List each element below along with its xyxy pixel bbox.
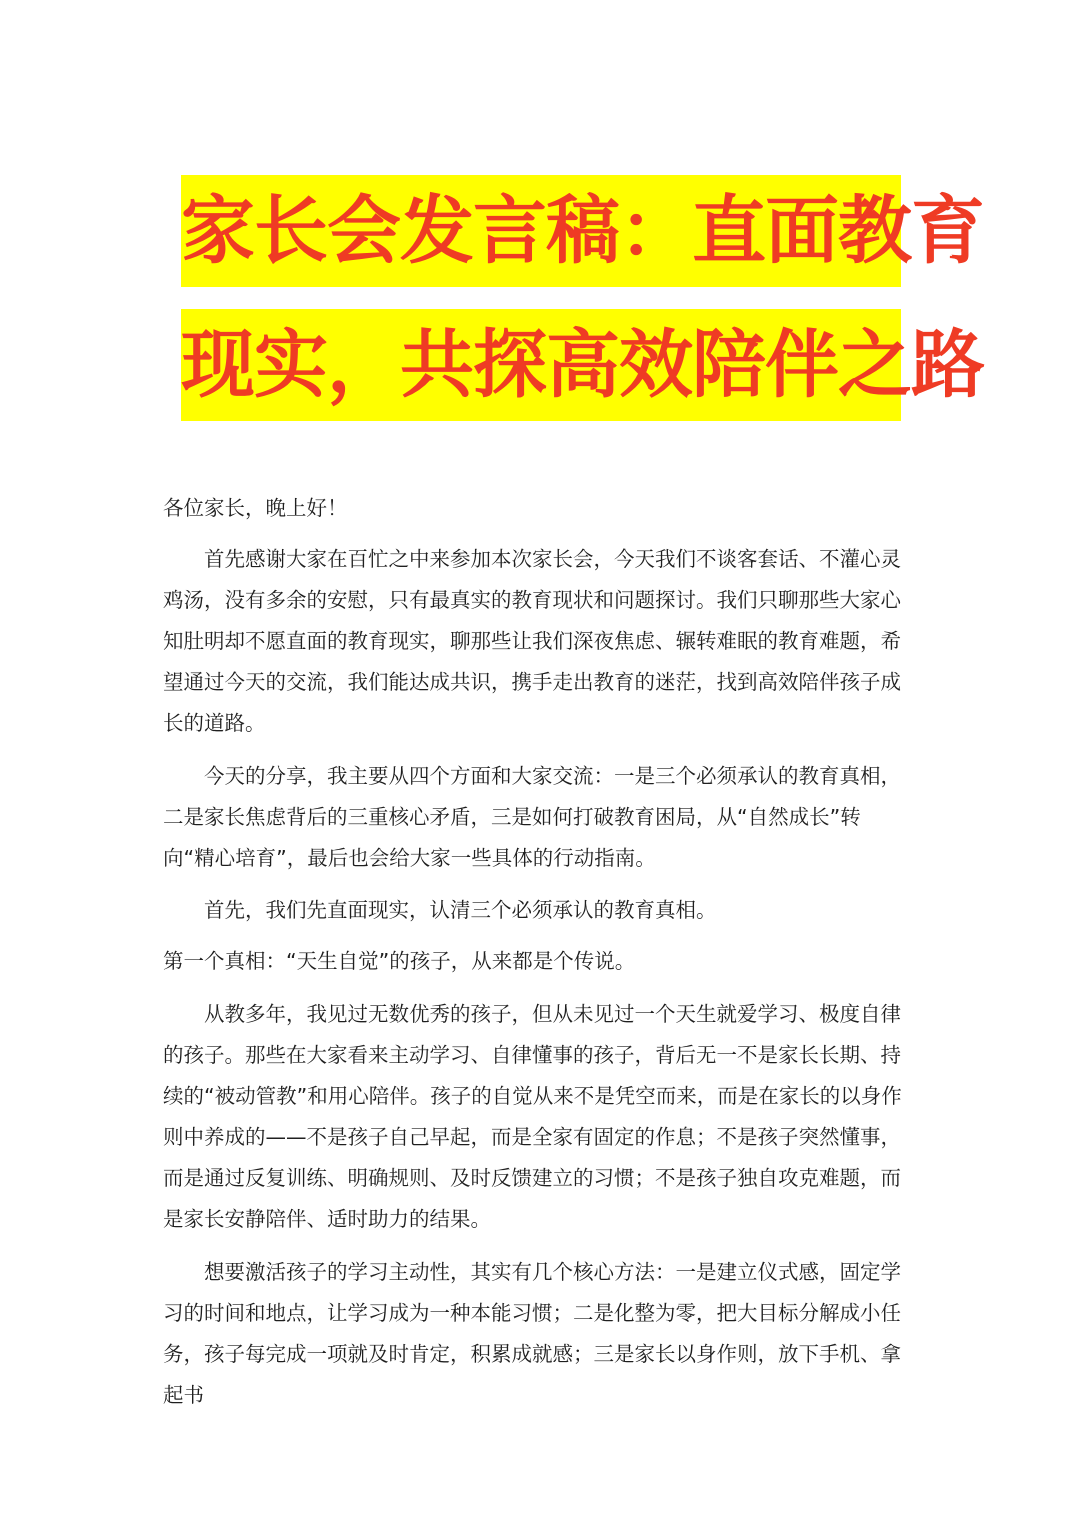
- paragraph-section-intro: [163, 890, 908, 931]
- heading-truth-one: [163, 941, 908, 982]
- title-line-2: 现实，共探高效陪伴之路: [181, 309, 901, 421]
- paragraph-text: 首先感谢大家在百忙之中来参加本次家长会，今天我们不谈客套话、不灌心灵鸡汤，没有多余的安慰，只有最真实的教育现状和问题探讨。我们只聊那些大家心知肚明却不愿直面的教育现实，聊那些让我们深夜焦虑、辗转难眠的教育难题，希望通过今天的交流，我们能达成共识，携手走出教育的迷茫，找到高效陪伴孩子成长的道路。: [163, 547, 901, 735]
- paragraph-intro: [163, 539, 908, 744]
- title-line-1: 家长会发言稿：直面教育: [181, 175, 901, 287]
- paragraph-truth-one: [163, 994, 908, 1240]
- paragraph-outline: [163, 756, 908, 879]
- paragraph-text: 首先，我们先直面现实，认清三个必须承认的教育真相。: [204, 898, 717, 922]
- paragraph-methods: [163, 1252, 908, 1416]
- paragraph-text: 从教多年，我见过无数优秀的孩子，但从未见过一个天生就爱学习、极度自律的孩子。那些在大家看来主动学习、自律懂事的孩子，背后无一不是家长长期、持续的“被动管教”和用心陪伴。孩子的自觉从来不是凭空而来，而是在家长的以身作则中养成的——不是孩子自己早起，而是全家有固定的作息；不是孩子突然懂事，而是通过反复训练、明确规则、及时反馈建立的习惯；不是孩子独自攻克难题，而是家长安静陪伴、适时助力的结果。: [163, 1002, 902, 1231]
- greeting: [163, 488, 908, 529]
- heading-text: 第一个真相：“天生自觉”的孩子，从来都是个传说。: [163, 949, 636, 973]
- paragraph-text: 今天的分享，我主要从四个方面和大家交流：一是三个必须承认的教育真相，二是家长焦虑背后的三重核心矛盾，三是如何打破教育困局，从“自然成长”转向“精心培育”，最后也会给大家一些具体的行动指南。: [163, 764, 901, 870]
- greeting-text: 各位家长，晚上好！: [163, 496, 348, 520]
- paragraph-text: 想要激活孩子的学习主动性，其实有几个核心方法：一是建立仪式感，固定学习的时间和地点，让学习成为一种本能习惯；二是化整为零，把大目标分解成小任务，孩子每完成一项就及时肯定，积累成就感；三是家长以身作则，放下手机、拿起书: [163, 1260, 901, 1407]
